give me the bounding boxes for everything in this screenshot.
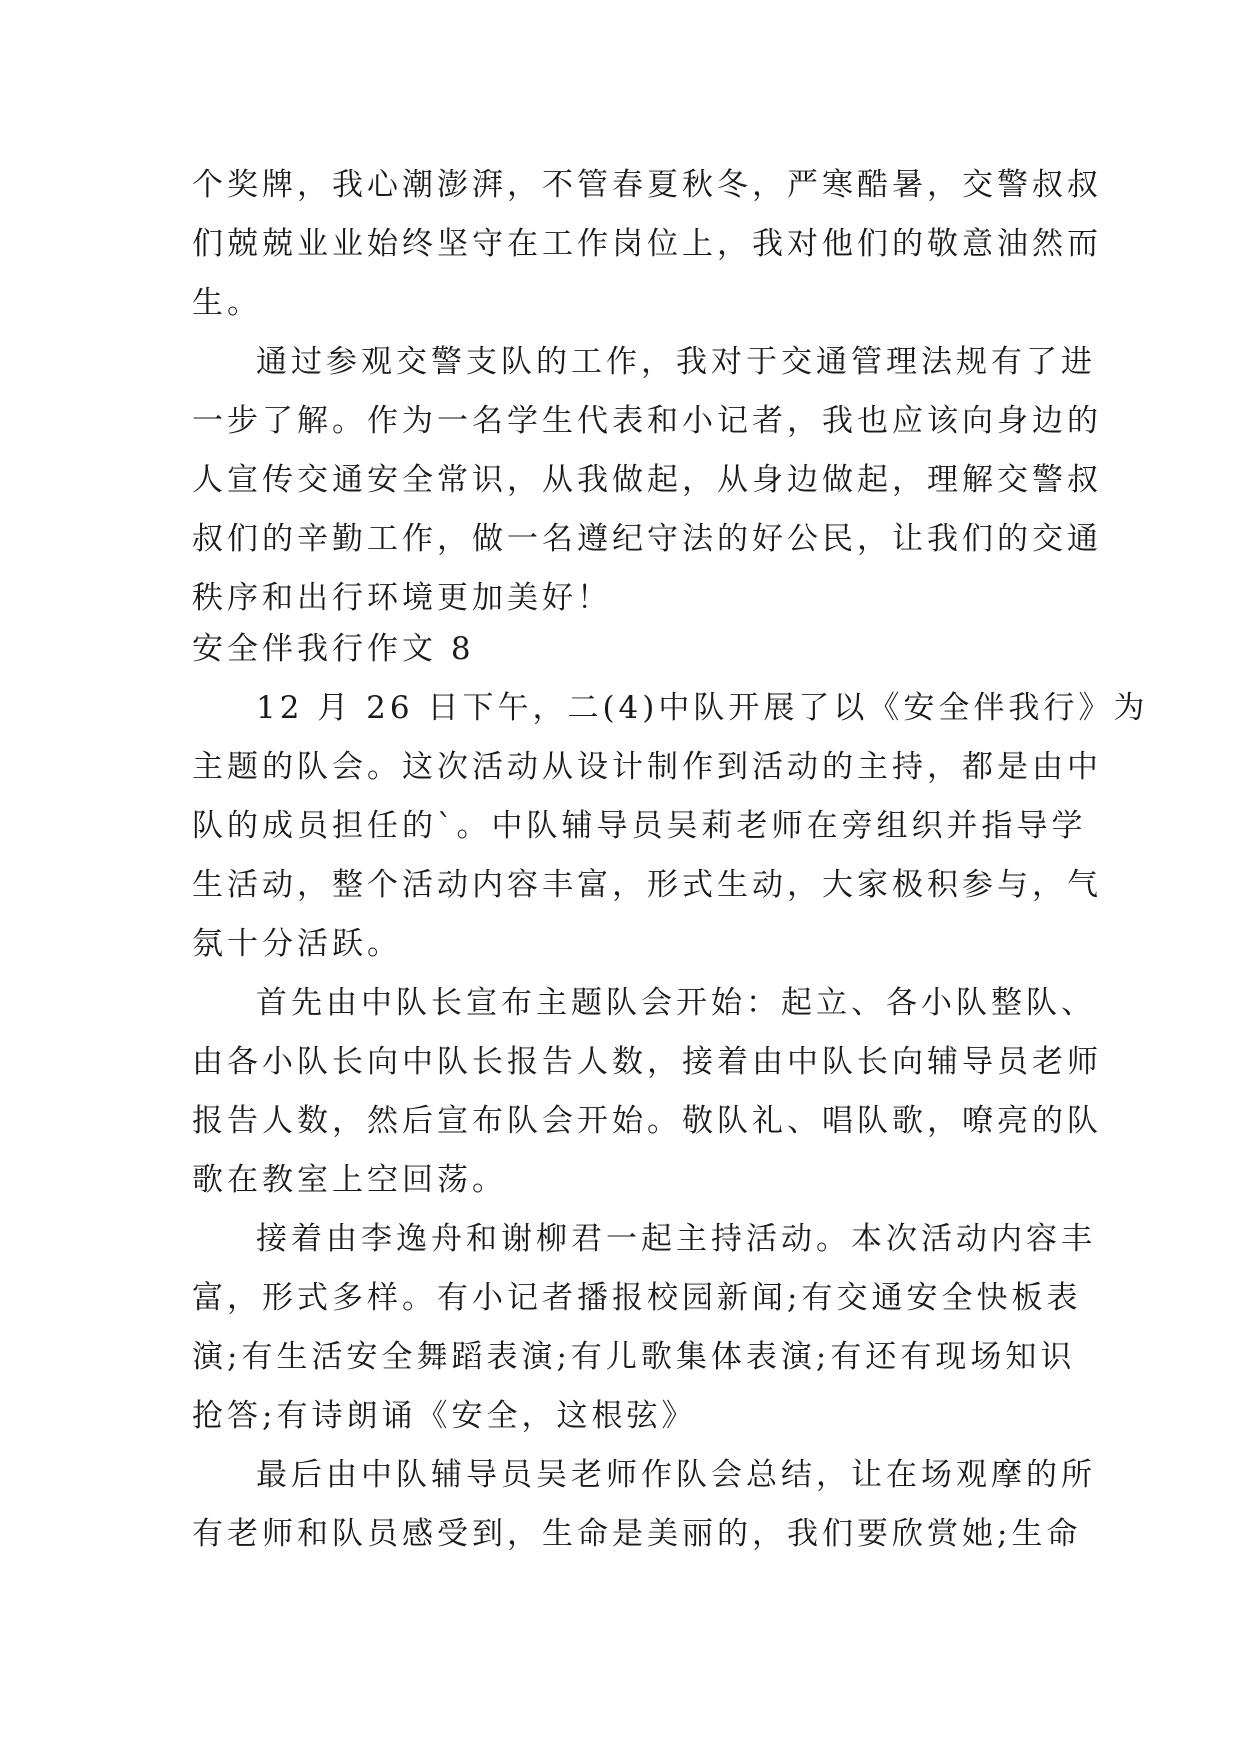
- section-heading: 安全伴我行作文 8: [192, 631, 475, 667]
- text-line: 歌在教室上空回荡。: [192, 1162, 507, 1198]
- paragraph-first-line: 通过参观交警支队的工作，我对于交通管理法规有了进: [256, 344, 1096, 380]
- text-line: 队的成员担任的`。中队辅导员吴莉老师在旁组织并指导学: [192, 808, 1087, 844]
- text-line: 们兢兢业业始终坚守在工作岗位上，我对他们的敬意油然而: [192, 226, 1102, 262]
- text-line: 个奖牌，我心潮澎湃，不管春夏秋冬，严寒酷暑，交警叔叔: [192, 167, 1102, 203]
- text-line: 演;有生活安全舞蹈表演;有儿歌集体表演;有还有现场知识: [192, 1339, 1076, 1375]
- text-line: 由各小队长向中队长报告人数，接着由中队长向辅导员老师: [192, 1044, 1102, 1080]
- text-line: 人宣传交通安全常识，从我做起，从身边做起，理解交警叔: [192, 462, 1102, 498]
- text-line: 有老师和队员感受到，生命是美丽的，我们要欣赏她;生命: [192, 1516, 1082, 1552]
- text-line: 一步了解。作为一名学生代表和小记者，我也应该向身边的: [192, 403, 1102, 439]
- text-line: 主题的队会。这次活动从设计制作到活动的主持，都是由中: [192, 749, 1102, 785]
- text-line: 富，形式多样。有小记者播报校园新闻;有交通安全快板表: [192, 1280, 1082, 1316]
- paragraph-first-line: 最后由中队辅导员吴老师作队会总结，让在场观摩的所: [256, 1457, 1096, 1493]
- text-line: 秩序和出行环境更加美好！: [192, 580, 612, 616]
- text-line: 报告人数，然后宣布队会开始。敬队礼、唱队歌，嘹亮的队: [192, 1103, 1102, 1139]
- paragraph-first-line: 首先由中队长宣布主题队会开始：起立、各小队整队、: [256, 985, 1096, 1021]
- paragraph-first-line: 12 月 26 日下午，二(4)中队开展了以《安全伴我行》为: [256, 690, 1149, 726]
- text-line: 叔们的辛勤工作，做一名遵纪守法的好公民，让我们的交通: [192, 521, 1102, 557]
- text-line: 抢答;有诗朗诵《安全，这根弦》: [192, 1398, 697, 1434]
- text-line: 生。: [192, 285, 262, 321]
- text-line: 生活动，整个活动内容丰富，形式生动，大家极积参与，气: [192, 867, 1102, 903]
- text-line: 氛十分活跃。: [192, 926, 402, 962]
- paragraph-first-line: 接着由李逸舟和谢柳君一起主持活动。本次活动内容丰: [256, 1221, 1096, 1257]
